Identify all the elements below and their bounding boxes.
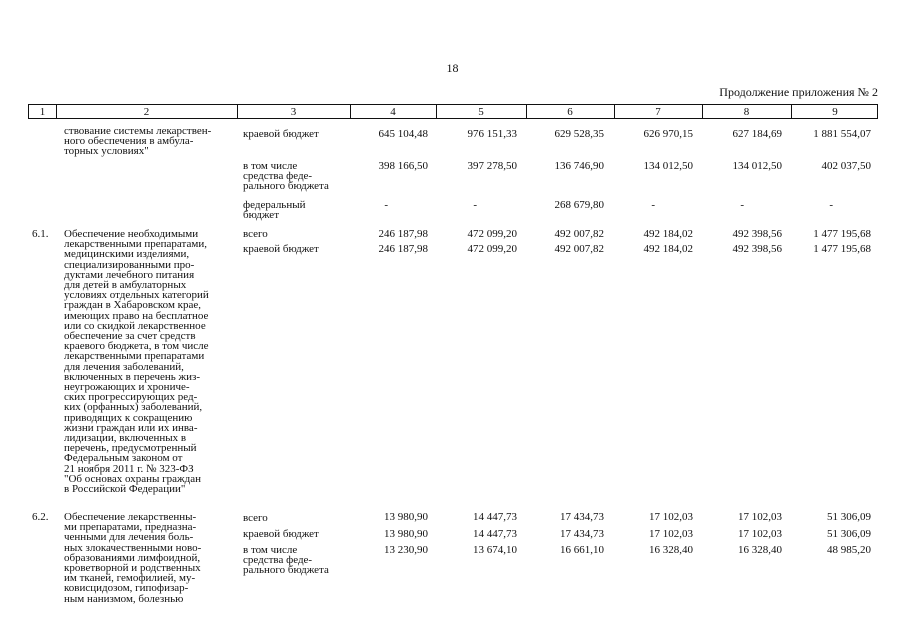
value-cell: 17 434,73 [560,511,604,523]
value-cell: 51 306,09 [827,511,871,523]
value-cell: - [829,199,833,211]
funding-source: краевой бюджет [243,243,319,255]
header-col-4: 4 [390,106,396,118]
value-cell: 17 102,03 [649,511,693,523]
header-col-8: 8 [743,106,750,118]
continuation-title: Продолжение приложения № 2 [719,85,878,99]
funding-source: в том числе средства феде- рального бюджета [243,160,329,193]
header-col-6: 6 [567,106,573,118]
value-cell: 16 328,40 [738,544,782,556]
value-cell: 397 278,50 [467,160,517,172]
value-cell: 1 477 195,68 [813,228,871,240]
value-cell: 1 881 554,07 [813,128,871,140]
value-cell: 398 166,50 [378,160,428,172]
value-cell: 51 306,09 [827,528,871,540]
value-cell: 492 398,56 [732,228,782,240]
value-cell: 627 184,69 [732,128,782,140]
header-col-3: 3 [290,106,297,118]
value-cell: 17 102,03 [649,528,693,540]
funding-source: всего [243,228,268,240]
table-header-row [28,104,878,119]
header-col-2: 2 [143,106,150,118]
row-description: Обеспечение необходимыми лекарственными препаратами, медицинскими изделиями, специализированными про- дуктами лечебного питания для детей в амбулаторных условиях отдельных категорий граждан в Хабаровском крае, имеющих право на бесплатное или со скидкой лекарственное обеспечение за счет средств краевого бюджета, в том числе лекарственными препаратами для лечения заболеваний, включенных в перечень жиз- неугрожающих и хрониче- ских прогрессирующих ред- ких (орфанных) заболеваний, приводящих к сокращению жизни граждан или их инва- лидизации, включенных в перечень, предусмотренный Федеральным законом от 21 ноября 2011 г. № 323-ФЗ "Об основах охраны граждан в Российской Федерации" [64,228,209,496]
value-cell: 1 477 195,68 [813,243,871,255]
value-cell: 134 012,50 [732,160,782,172]
value-cell: 472 099,20 [467,243,517,255]
value-cell: 629 528,35 [554,128,604,140]
value-cell: 492 184,02 [643,228,693,240]
funding-source: всего [243,512,268,524]
header-col-5: 5 [478,106,484,118]
page-number: 18 [446,61,459,75]
row-number: 6.1. [32,228,49,240]
value-cell: 17 102,03 [738,511,782,523]
value-cell: 402 037,50 [821,160,871,172]
value-cell: - [473,199,477,211]
value-cell: 17 434,73 [560,528,604,540]
value-cell: - [651,199,655,211]
funding-source: краевой бюджет [243,128,319,140]
value-cell: 976 151,33 [467,128,517,140]
value-cell: 626 970,15 [643,128,693,140]
header-col-9: 9 [832,106,838,118]
value-cell: 13 230,90 [384,544,428,556]
value-cell: 13 980,90 [384,528,428,540]
value-cell: 136 746,90 [554,160,604,172]
row-number: 6.2. [32,511,49,523]
value-cell: 645 104,48 [378,128,428,140]
value-cell: 48 985,20 [827,544,871,556]
value-cell: - [384,199,388,211]
value-cell: 492 184,02 [643,243,693,255]
value-cell: 16 661,10 [560,544,604,556]
value-cell: 17 102,03 [738,528,782,540]
value-cell: 246 187,98 [378,228,428,240]
value-cell: 472 099,20 [467,228,517,240]
funding-source: краевой бюджет [243,528,319,540]
funding-source: в том числе средства феде- рального бюджета [243,544,329,577]
value-cell: 16 328,40 [649,544,693,556]
value-cell: 246 187,98 [378,243,428,255]
header-col-7: 7 [655,106,661,118]
value-cell: - [740,199,744,211]
value-cell: 14 447,73 [473,511,517,523]
header-col-1: 1 [39,106,46,118]
value-cell: 492 007,82 [554,243,604,255]
value-cell: 13 674,10 [473,544,517,556]
value-cell: 13 980,90 [384,511,428,523]
value-cell: 492 007,82 [554,228,604,240]
value-cell: 134 012,50 [643,160,693,172]
value-cell: 14 447,73 [473,528,517,540]
value-cell: 268 679,80 [554,199,604,211]
row-description: ствование системы лекарствен- ного обеспечения в амбула- торных условиях" [64,125,212,158]
row-description: Обеспечение лекарственны- ми препаратами, предназна- ченными для лечения боль- ных злокачественными ново- образованиями лимфоидной, кроветворной и родственных им тканей, гемофилией, му- ковисцидозом, гипофизар- ным нанизмом, болезнью [64,511,202,605]
funding-source: федеральный бюджет [243,199,306,222]
value-cell: 492 398,56 [732,243,782,255]
